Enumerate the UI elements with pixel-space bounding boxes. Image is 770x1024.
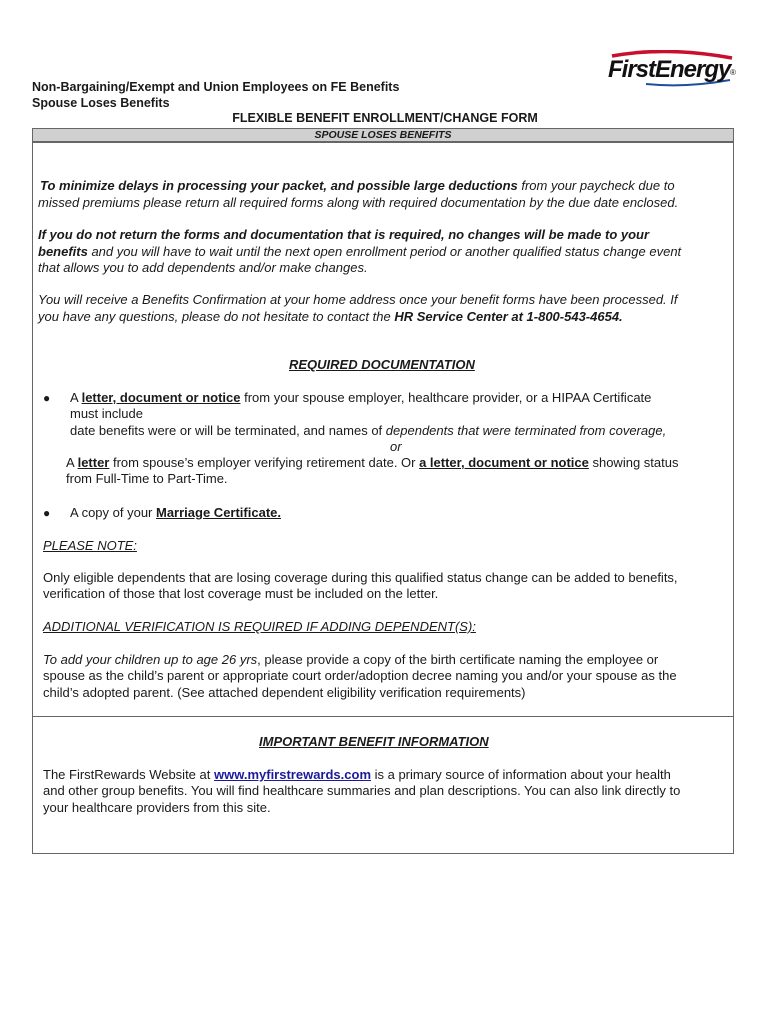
logo-text: FirstEnergy: [608, 56, 731, 83]
text-segment: from spouse’s employer verifying retirement date. Or: [109, 455, 420, 470]
important-info-heading: IMPORTANT BENEFIT INFORMATION: [259, 734, 489, 749]
intro-paragraph-2-line-1: If you do not return the forms and documentation that is required, no changes will be made to your: [38, 227, 650, 242]
header-line-2: Spouse Loses Benefits: [32, 96, 170, 110]
hr-service-center-phone: HR Service Center at 1-800-543-4654.: [394, 309, 623, 324]
important-line-1: [43, 767, 671, 784]
text-segment: dependents that were terminated from coverage,: [385, 423, 667, 438]
important-line-2: and other group benefits. You will find healthcare summaries and plan descriptions. You can also link directly to: [43, 783, 681, 798]
required-item-1-line-5: [66, 455, 678, 472]
required-item-1-line-2: must include: [70, 406, 143, 421]
letter-emphasis: letter: [77, 455, 110, 470]
intro-paragraph-3-line-2: [38, 309, 623, 326]
bullet-icon: ●: [43, 506, 51, 520]
text-segment: A: [66, 455, 78, 470]
header-line-1: Non-Bargaining/Exempt and Union Employees on FE Benefits: [32, 80, 400, 94]
required-item-2: [70, 505, 281, 522]
marriage-certificate: Marriage Certificate.: [156, 505, 281, 520]
additional-line-3: child’s adopted parent. (See attached dependent eligibility verification requirements): [43, 685, 526, 700]
letter-document-notice: letter, document or notice: [81, 390, 241, 405]
form-title: FLEXIBLE BENEFIT ENROLLMENT/CHANGE FORM: [232, 111, 538, 125]
required-item-1-line-1: [70, 390, 651, 407]
intro-paragraph-2-line-2: [38, 244, 681, 261]
text-segment: To add your children up to age 26 yrs: [43, 652, 258, 667]
logo-registered-mark: ®: [730, 68, 736, 77]
required-item-1-or: or: [390, 439, 402, 454]
text-segment: A: [70, 390, 82, 405]
intro-p1-bold: To minimize delays in processing your packet, and possible large deductions: [40, 178, 518, 193]
please-note-line-1: Only eligible dependents that are losing coverage during this qualified status change can be added to benefits,: [43, 570, 678, 585]
text-segment: is a primary source of information about your health: [371, 767, 671, 782]
required-documentation-heading: REQUIRED DOCUMENTATION: [289, 357, 475, 372]
text-segment: , please provide a copy of the birth certificate naming the employee or: [257, 652, 659, 667]
additional-line-1: [43, 652, 658, 669]
additional-verification-heading: ADDITIONAL VERIFICATION IS REQUIRED IF ADDING DEPENDENT(S):: [43, 619, 476, 634]
text-segment: A copy of your: [70, 505, 156, 520]
intro-p1-rest: from your paycheck due to: [517, 178, 675, 193]
intro-paragraph-1-line-2: missed premiums please return all required forms along with required documentation by the due date enclosed.: [38, 195, 679, 210]
required-item-1-line-6: from Full-Time to Part-Time.: [66, 471, 228, 486]
intro-paragraph-1-line-1: [40, 178, 675, 195]
intro-paragraph-2-line-3: that allows you to add dependents and/or make changes.: [38, 260, 368, 275]
text-segment: showing status: [588, 455, 679, 470]
text-segment: date benefits were or will be terminated, and names of: [70, 423, 386, 438]
text-segment: The FirstRewards Website at: [43, 767, 214, 782]
additional-line-2: spouse as the child’s parent or appropriate court order/adoption decree naming you and/or your spouse as the: [43, 668, 677, 683]
text-segment: from your spouse employer, healthcare provider, or a HIPAA Certificate: [240, 390, 652, 405]
letter-document-notice-2: a letter, document or notice: [419, 455, 589, 470]
please-note-heading: PLEASE NOTE:: [43, 538, 137, 553]
required-item-1-line-3: [70, 423, 666, 440]
important-line-3: your healthcare providers from this site.: [43, 800, 271, 815]
intro-paragraph-3-line-1: You will receive a Benefits Confirmation at your home address once your benefit forms have been processed. If: [38, 292, 678, 307]
intro-p2-bold-start: benefits: [38, 244, 88, 259]
bullet-icon: ●: [43, 391, 51, 405]
section-bar: SPOUSE LOSES BENEFITS: [32, 128, 734, 142]
intro-p3-start: you have any questions, please do not hesitate to contact the: [38, 309, 395, 324]
intro-p2-rest: and you will have to wait until the next open enrollment period or another qualified status change event: [87, 244, 682, 259]
firstenergy-logo: [606, 50, 738, 90]
myfirstrewards-link[interactable]: www.myfirstrewards.com: [213, 767, 371, 782]
please-note-line-2: verification of those that lost coverage must be included on the letter.: [43, 586, 439, 601]
